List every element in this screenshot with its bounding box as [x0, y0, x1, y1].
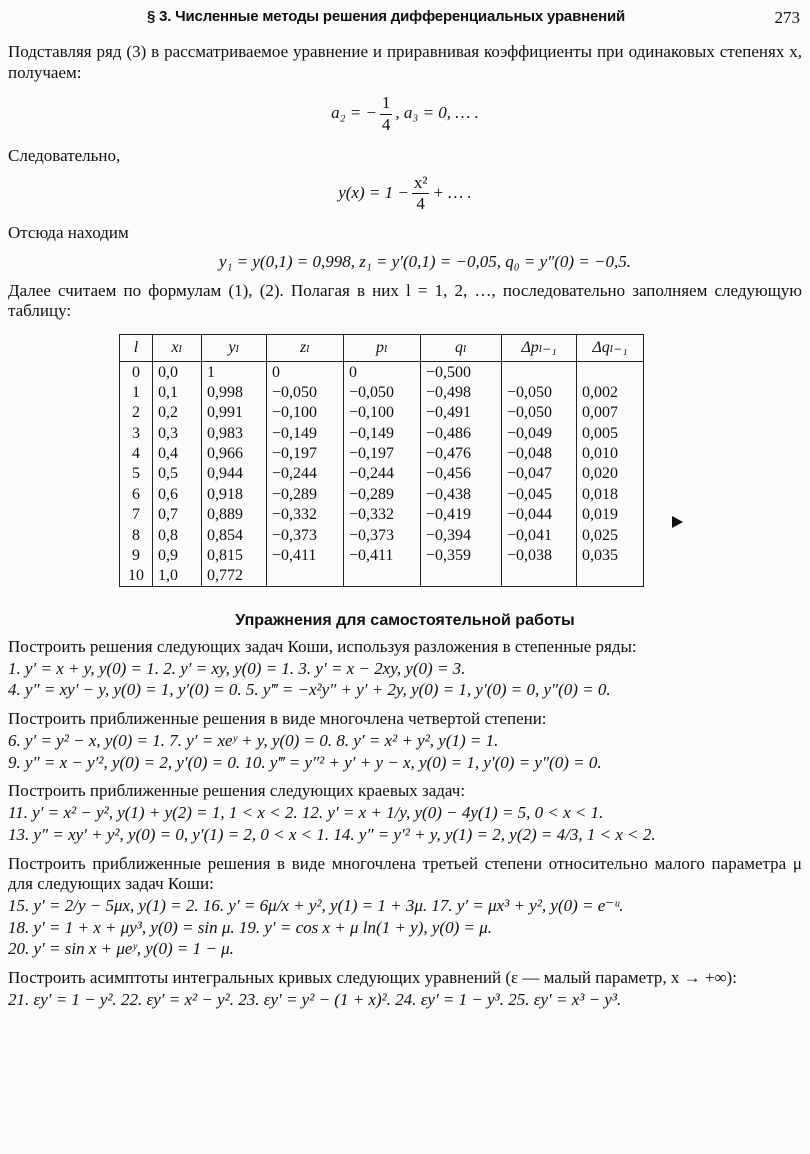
table-cell: [502, 362, 577, 383]
table-cell: −0,332: [267, 505, 344, 525]
table-row: [120, 484, 644, 504]
running-header: [0, 8, 810, 32]
exercise-group: [8, 637, 802, 701]
table-cell: −0,149: [267, 423, 344, 443]
table-cell: 0,1: [153, 382, 202, 402]
table-cell: −0,500: [421, 362, 502, 383]
table-row: [120, 403, 644, 423]
table-cell: −0,498: [421, 382, 502, 402]
table-cell: 6: [120, 484, 153, 504]
table-cell: −0,048: [502, 444, 577, 464]
table-header-cell: Δqₗ₋₁: [577, 335, 644, 362]
exercise-group: [8, 781, 802, 845]
table-cell: 0,4: [153, 444, 202, 464]
results-table: [119, 334, 644, 587]
paragraph-consequently: Следовательно,: [8, 145, 121, 165]
formula-a3: , a₃ = 0, … .: [395, 103, 479, 123]
table-cell: −0,411: [344, 546, 421, 566]
table-row: [120, 464, 644, 484]
table-cell: 0,854: [202, 525, 267, 545]
table-cell: 8: [120, 525, 153, 545]
table-cell: 0,772: [202, 566, 267, 587]
table-cell: 0,019: [577, 505, 644, 525]
table-cell: −0,373: [267, 525, 344, 545]
table-cell: −0,045: [502, 484, 577, 504]
table-cell: 0,3: [153, 423, 202, 443]
exercise-line: 11. y′ = x² − y², y(1) + y(2) = 1, 1 < x < 2. 12. y′ = x + 1/y, y(0) − 4y(1) = 5, 0 < x < 1.: [8, 803, 604, 823]
exercise-line: 15. y′ = 2/y − 5μx, y(1) = 2. 16. y′ = 6μ/x + y², y(1) = 1 + 3μ. 17. y′ = μx³ + y², y(0) = e⁻ᵘ.: [8, 895, 624, 915]
table-cell: −0,394: [421, 525, 502, 545]
paragraph-substitution: Подставляя ряд (3) в рассматриваемое уравнение и приравнивая коэффициенты при одинаковых степенях x, получаем:: [8, 42, 802, 82]
table-row: [120, 362, 644, 383]
formula-series: [8, 173, 802, 215]
fraction-numerator: x²: [412, 173, 430, 195]
table-cell: −0,419: [421, 505, 502, 525]
table-cell: −0,476: [421, 444, 502, 464]
table-header-cell: zₗ: [267, 335, 344, 362]
table-cell: −0,289: [267, 484, 344, 504]
table-cell: 0,5: [153, 464, 202, 484]
table-cell: [344, 566, 421, 587]
table-cell: −0,049: [502, 423, 577, 443]
table-cell: 2: [120, 403, 153, 423]
exercise-line: 18. y′ = 1 + x + μy³, y(0) = sin μ. 19. y′ = cos x + μ ln(1 + y), y(0) = μ.: [8, 917, 492, 937]
table-cell: 5: [120, 464, 153, 484]
table-cell: 0,998: [202, 382, 267, 402]
table-cell: 0,007: [577, 403, 644, 423]
table-row: [120, 546, 644, 566]
table-cell: 0: [120, 362, 153, 383]
table-cell: −0,197: [344, 444, 421, 464]
table-row: [120, 566, 644, 587]
fraction-denominator: 4: [381, 115, 391, 135]
table-cell: 1: [202, 362, 267, 383]
table-cell: −0,359: [421, 546, 502, 566]
table-cell: 0,815: [202, 546, 267, 566]
table-cell: −0,050: [344, 382, 421, 402]
table-header-cell: l: [120, 335, 153, 362]
table-row: [120, 505, 644, 525]
exercise-line: 20. y′ = sin x + μeʸ, y(0) = 1 − μ.: [8, 939, 234, 959]
table-cell: 0,2: [153, 403, 202, 423]
table-cell: 0,005: [577, 423, 644, 443]
exercise-group-intro: Построить приближенные решения в виде многочлена третьей степени относительно малого параметра μ для следующих задач Коши:: [8, 853, 802, 894]
table-cell: 0,918: [202, 484, 267, 504]
table-header-cell: pₗ: [344, 335, 421, 362]
table-cell: [577, 362, 644, 383]
table-cell: −0,411: [267, 546, 344, 566]
table-cell: [502, 566, 577, 587]
table-cell: 0,035: [577, 546, 644, 566]
paragraph-table-intro: Далее считаем по формулам (1), (2). Полагая в них l = 1, 2, …, последовательно заполняем следующую таблицу:: [8, 280, 802, 321]
fraction-one-quarter: [380, 93, 393, 135]
table-cell: 0,002: [577, 382, 644, 402]
exercise-group-intro: Построить приближенные решения в виде многочлена четвертой степени:: [8, 709, 547, 729]
table-cell: 0,025: [577, 525, 644, 545]
exercise-group-intro: Построить приближенные решения следующих краевых задач:: [8, 781, 466, 801]
table-cell: 0: [344, 362, 421, 383]
table-cell: 1,0: [153, 566, 202, 587]
table-cell: 7: [120, 505, 153, 525]
table-cell: 10: [120, 566, 153, 587]
exercise-groups: [8, 637, 802, 1011]
table-cell: 9: [120, 546, 153, 566]
table-header-cell: yₗ: [202, 335, 267, 362]
table-cell: 0,966: [202, 444, 267, 464]
exercise-line: 13. y″ = xy′ + y², y(0) = 0, y′(1) = 2, 0 < x < 1. 14. y″ = y′² + y, y(1) = 2, y(2) = 4/3, 1 < x < 2.: [8, 824, 656, 844]
exercise-group-intro: Построить асимптоты интегральных кривых следующих уравнений (ε — малый параметр, x → +∞):: [8, 968, 737, 988]
formula-series-rest: + … .: [432, 182, 472, 202]
page-number: 273: [774, 8, 800, 27]
table-cell: 0,8: [153, 525, 202, 545]
table-cell: [421, 566, 502, 587]
table-cell: −0,041: [502, 525, 577, 545]
table-cell: [577, 566, 644, 587]
table-row: [120, 382, 644, 402]
formula-initial-values: y₁ = y(0,1) = 0,998, z₁ = y′(0,1) = −0,05, q₀ = y″(0) = −0,5.: [218, 251, 632, 271]
table-cell: 0,010: [577, 444, 644, 464]
table-cell: 0,7: [153, 505, 202, 525]
table-cell: 0,9: [153, 546, 202, 566]
table-cell: 0,889: [202, 505, 267, 525]
end-of-example-triangle-icon: [672, 516, 683, 528]
exercise-line: 9. y″ = x − y′², y(0) = 2, y′(0) = 0. 10. y‴ = y″² + y′ + y − x, y(0) = 1, y′(0) = y″(0) = 0.: [8, 752, 602, 772]
table-cell: −0,438: [421, 484, 502, 504]
exercise-group: [8, 968, 802, 1010]
formula-a2-lhs: a₂ = −: [331, 103, 377, 123]
table-row: [120, 444, 644, 464]
table-cell: −0,100: [344, 403, 421, 423]
table-header-row: [120, 335, 644, 362]
exercise-line: 6. y′ = y² − x, y(0) = 1. 7. y′ = xeʸ + y, y(0) = 0. 8. y′ = x² + y², y(1) = 1.: [8, 730, 499, 750]
table-cell: −0,486: [421, 423, 502, 443]
table-header-cell: Δpₗ₋₁: [502, 335, 577, 362]
exercise-line: 1. y′ = x + y, y(0) = 1. 2. y′ = xy, y(0) = 1. 3. y′ = x − 2xy, y(0) = 3.: [8, 658, 466, 678]
table-row: [120, 423, 644, 443]
paragraph-hence: Отсюда находим: [8, 223, 129, 243]
table-cell: 1: [120, 382, 153, 402]
table-cell: −0,456: [421, 464, 502, 484]
table-row: [120, 525, 644, 545]
table-cell: 0,020: [577, 464, 644, 484]
table-cell: −0,044: [502, 505, 577, 525]
exercise-group: [8, 854, 802, 961]
table-cell: 0,991: [202, 403, 267, 423]
table-header-cell: qₗ: [421, 335, 502, 362]
exercise-line: 21. εy′ = 1 − y². 22. εy′ = x² − y². 23. εy′ = y² − (1 + x)². 24. εy′ = 1 − y³. 25. εy′ = x³ − y³.: [8, 989, 622, 1009]
page-content: [8, 42, 802, 1019]
table-cell: 0,018: [577, 484, 644, 504]
running-title: § 3. Численные методы решения дифференциальных уравнений: [147, 8, 625, 25]
table-cell: 0,0: [153, 362, 202, 383]
table-cell: −0,244: [267, 464, 344, 484]
table-cell: 4: [120, 444, 153, 464]
exercise-group-intro: Построить решения следующих задач Коши, используя разложения в степенные ряды:: [8, 636, 637, 656]
table-cell: 0,944: [202, 464, 267, 484]
table-header-cell: xₗ: [153, 335, 202, 362]
table-cell: −0,149: [344, 423, 421, 443]
table-cell: −0,197: [267, 444, 344, 464]
table-cell: −0,038: [502, 546, 577, 566]
table-cell: 3: [120, 423, 153, 443]
exercise-line: 4. y″ = xy′ − y, y(0) = 1, y′(0) = 0. 5. y‴ = −x²y″ + y′ + 2y, y(0) = 1, y′(0) = 0, y″(0) = 0.: [8, 680, 611, 700]
exercises-title: Упражнения для самостоятельной работы: [235, 612, 575, 630]
table-cell: −0,244: [344, 464, 421, 484]
exercise-group: [8, 709, 802, 773]
table-cell: −0,050: [267, 382, 344, 402]
fraction-denominator: 4: [416, 194, 425, 214]
table-cell: −0,047: [502, 464, 577, 484]
table-cell: −0,050: [502, 403, 577, 423]
fraction-x2-over-4: [412, 173, 430, 215]
table-cell: −0,491: [421, 403, 502, 423]
table-cell: 0,983: [202, 423, 267, 443]
table-cell: −0,100: [267, 403, 344, 423]
fraction-numerator: 1: [380, 93, 393, 115]
table-cell: −0,289: [344, 484, 421, 504]
table-cell: −0,332: [344, 505, 421, 525]
table-cell: −0,373: [344, 525, 421, 545]
table-cell: 0,6: [153, 484, 202, 504]
formula-coefficients: [8, 93, 802, 135]
table-cell: [267, 566, 344, 587]
formula-series-lhs: y(x) = 1 −: [338, 182, 409, 202]
table-cell: 0: [267, 362, 344, 383]
table-cell: −0,050: [502, 382, 577, 402]
